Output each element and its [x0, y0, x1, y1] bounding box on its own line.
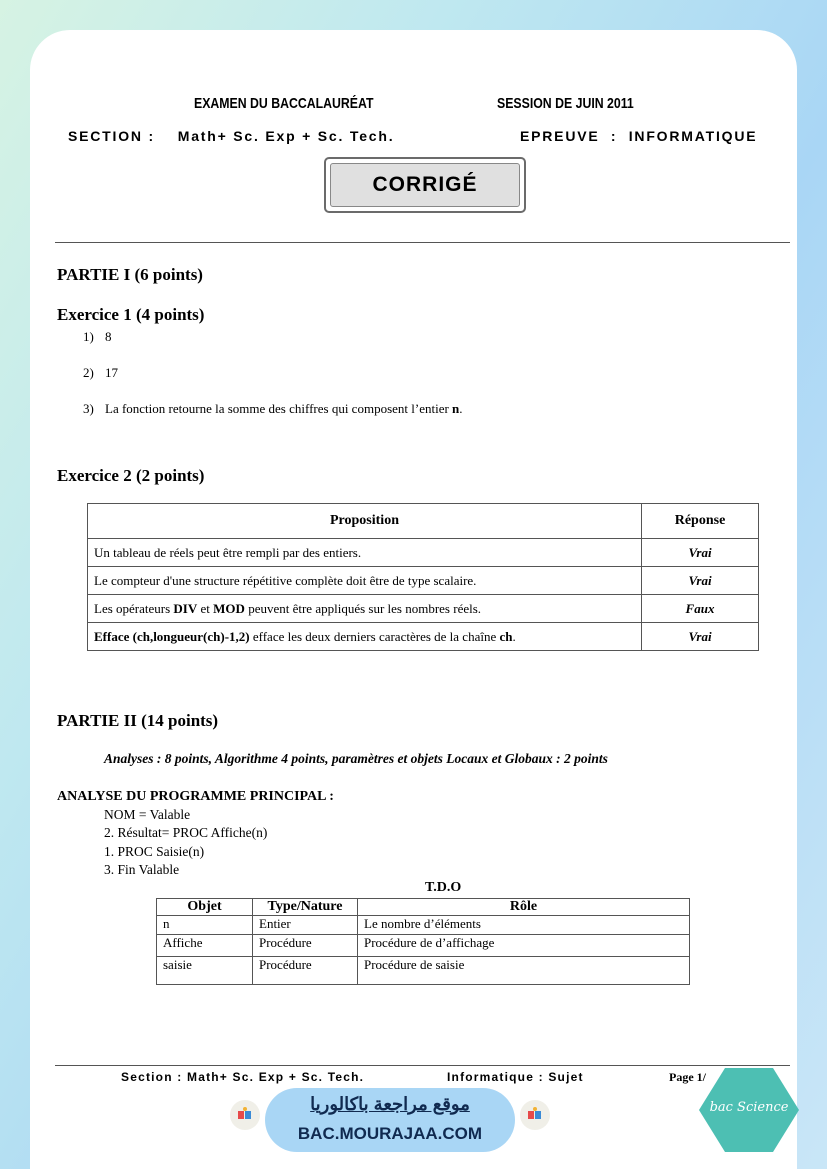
- item-text: La fonction retourne la somme des chiffres qui composent l’entier: [105, 401, 453, 416]
- session-label: SESSION DE JUIN 2011: [497, 95, 634, 112]
- corrige-label: CORRIGÉ: [372, 173, 478, 196]
- answer-cell: Vrai: [642, 567, 759, 595]
- analyse-line: 1. PROC Saisie(n): [104, 844, 205, 859]
- partie2-title: PARTIE II (14 points): [57, 711, 219, 730]
- table-row: [157, 935, 690, 957]
- tdo-header-objet: Objet: [157, 899, 253, 916]
- item-number: 2): [83, 365, 94, 380]
- answer-cell: Vrai: [642, 539, 759, 567]
- book-icon-left: [230, 1100, 260, 1130]
- tdo-cell: Procédure de saisie: [358, 957, 690, 985]
- tdo-header-role: Rôle: [358, 899, 690, 916]
- bac-science-logo: [697, 1066, 801, 1154]
- answer-cell: Faux: [642, 595, 759, 623]
- text-part: Les opérateurs: [94, 600, 174, 616]
- table-row: [157, 916, 690, 935]
- item-number: 1): [83, 329, 94, 344]
- analyse-title: ANALYSE DU PROGRAMME PRINCIPAL :: [57, 789, 334, 804]
- tdo-table: [156, 898, 690, 985]
- epreuve-label: EPREUVE : INFORMATIQUE: [520, 128, 758, 144]
- ex1-item-3: [83, 401, 463, 417]
- proposition-text: [88, 623, 642, 651]
- bold-part: Efface (ch,longueur(ch)-1,2): [94, 628, 250, 644]
- answer-cell: Vrai: [642, 623, 759, 651]
- book-icon-right: [520, 1100, 550, 1130]
- tdo-cell: Procédure: [253, 935, 358, 957]
- text-part: efface les deux derniers caractères de la chaîne: [249, 628, 500, 644]
- grading-note: Analyses : 8 points, Algorithme 4 points, paramètres et objets Locaux et Globaux : 2 points: [104, 751, 608, 766]
- bold-part: MOD: [213, 600, 245, 616]
- tdo-cell: n: [157, 916, 253, 935]
- ex1-item-2: [83, 365, 118, 381]
- header-proposition: Proposition: [88, 504, 642, 539]
- site-url: BAC.MOURAJAA.COM: [297, 1124, 483, 1143]
- proposition-text: Le compteur d'une structure répétitive complète doit être de type scalaire.: [88, 567, 642, 595]
- bold-part: DIV: [173, 600, 198, 616]
- proposition-text: Un tableau de réels peut être rempli par des entiers.: [88, 539, 642, 567]
- table-row: [157, 957, 690, 985]
- partie1-title: PARTIE I (6 points): [57, 265, 203, 284]
- item-text: 8: [105, 329, 112, 344]
- footer-page: Page 1/: [669, 1070, 706, 1084]
- analyse-line: 2. Résultat= PROC Affiche(n): [104, 825, 268, 840]
- footer-divider: [55, 1065, 790, 1066]
- site-banner[interactable]: [265, 1088, 515, 1152]
- ex1-item-1: [83, 329, 112, 345]
- tdo-cell: saisie: [157, 957, 253, 985]
- section-label: SECTION : Math+ Sc. Exp + Sc. Tech.: [68, 128, 395, 144]
- table-row: [88, 539, 759, 567]
- corrige-badge: [324, 157, 526, 213]
- item-text: 17: [105, 365, 118, 380]
- bold-part: ch: [499, 628, 513, 644]
- tdo-cell: Le nombre d’éléments: [358, 916, 690, 935]
- exam-title: EXAMEN DU BACCALAURÉAT: [194, 95, 374, 112]
- text-part: .: [512, 628, 516, 644]
- footer-section: Section : Math+ Sc. Exp + Sc. Tech.: [121, 1070, 365, 1084]
- text-part: et: [197, 600, 214, 616]
- proposition-table: [87, 503, 759, 651]
- analyse-line: NOM = Valable: [104, 807, 191, 822]
- item-end: .: [459, 401, 463, 416]
- table-row: [88, 623, 759, 651]
- tdo-title: T.D.O: [425, 880, 462, 895]
- header-reponse: Réponse: [642, 504, 759, 539]
- exercise1-title: Exercice 1 (4 points): [57, 305, 205, 324]
- tdo-header-type: Type/Nature: [253, 899, 358, 916]
- footer-subject: Informatique : Sujet: [447, 1070, 584, 1084]
- tdo-cell: Entier: [253, 916, 358, 935]
- table-row: [88, 595, 759, 623]
- header-divider: [55, 242, 790, 243]
- exercise2-title: Exercice 2 (2 points): [57, 466, 205, 485]
- proposition-text: [88, 595, 642, 623]
- logo-text: bac Science: [709, 1100, 789, 1115]
- table-row: [88, 567, 759, 595]
- item-bold: n: [452, 401, 460, 416]
- analyse-line: 3. Fin Valable: [104, 862, 180, 877]
- site-arabic: موقع مراجعة باكالوريا: [310, 1094, 470, 1114]
- tdo-cell: Procédure: [253, 957, 358, 985]
- text-part: peuvent être appliqués sur les nombres réels.: [244, 600, 482, 616]
- tdo-cell: Procédure de d’affichage: [358, 935, 690, 957]
- item-number: 3): [83, 401, 94, 416]
- tdo-cell: Affiche: [157, 935, 253, 957]
